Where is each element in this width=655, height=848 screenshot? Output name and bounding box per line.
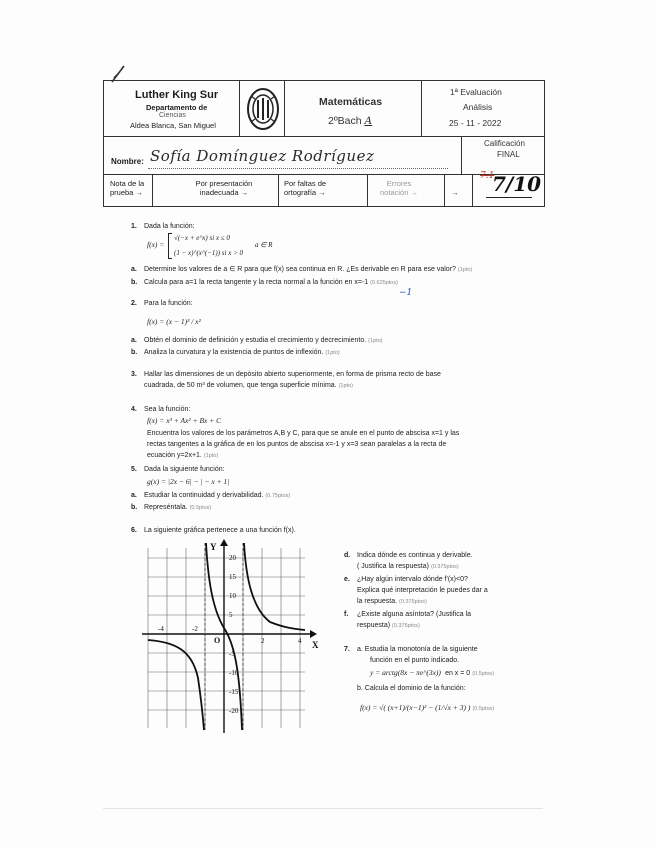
q4-title: Sea la función: (144, 406, 191, 413)
x-axis-label: X (312, 640, 319, 650)
q6e-line3: la respuesta. (0.375ptos) (357, 598, 427, 605)
q6f-label: f. (344, 611, 349, 618)
q1b-item: Calcula para a=1 la recta tangente y la recta normal a la función en x=-1 (0.625ptos) (144, 279, 398, 286)
tick-y-neg20: -20 (229, 707, 239, 715)
curve-branch-left (148, 640, 204, 730)
deduction-nota: Nota de la prueba → (110, 179, 145, 197)
q1a-label: a. (131, 266, 137, 273)
q7a-line2: función en el punto indicado. (370, 657, 460, 664)
q4-line2: rectas tangentes a la gráfica de en los puntos de abscisa x=-1 y x=3 sean paralelas a la recta de (147, 441, 447, 448)
q6d-label: d. (344, 552, 351, 559)
evaluation-label: 1ª Evaluación (450, 87, 502, 97)
q5-function: g(x) = |2x − 6| − | − x + 1| (147, 477, 230, 486)
q5-number: 5. (131, 466, 137, 473)
grade-struck: 7.1 (480, 171, 495, 181)
y-axis-label: Y (210, 542, 217, 552)
exam-date: 25 - 11 - 2022 (449, 118, 502, 128)
q2b-item: Analiza la curvatura y la existencia de puntos de inflexión. (1pto) (144, 349, 340, 356)
tick-y-neg5: -5 (229, 650, 235, 658)
tick-y-neg10: -10 (229, 669, 239, 677)
grade-final-label: FINAL (497, 150, 520, 159)
deduction-arrow: → (451, 188, 459, 197)
q2a-label: a. (131, 337, 137, 344)
q4-number: 4. (131, 406, 137, 413)
x-axis-arrow-icon (310, 630, 317, 638)
q1-piece2: (1 − x)^(x^(−1)) si x > 0 (174, 249, 244, 257)
grade-value: 7/10 (492, 172, 542, 196)
school-logo-icon (246, 86, 280, 132)
graph-grid (148, 548, 305, 728)
curve-branch-right (244, 543, 305, 630)
q7a-formula: y = arctg(8x − πe^(3x)) en x = 0 (0.5ptos) (370, 668, 494, 677)
q2b-label: b. (131, 349, 138, 356)
q4-function: f(x) = x³ + Ax² + Bx + C (147, 416, 222, 425)
function-graph (140, 538, 330, 733)
q4-line3: ecuación y=2x+1. (1pto) (147, 452, 219, 459)
q6f-line1: ¿Existe alguna asíntota? (Justifica la (357, 611, 472, 618)
q6-text: La siguiente gráfica pertenece a una función f(x). (144, 527, 296, 534)
q3-line2: cuadrada, de 50 m³ de volumen, que tenga superficie mínima. (1pto) (144, 382, 353, 389)
q6f-line2: respuesta) (0.375ptos) (357, 622, 420, 629)
q1-param: a ∈ R (255, 241, 273, 249)
q7b-line: b. Calcula el dominio de la función: (357, 685, 466, 692)
q6e-line1: ¿Hay algún intervalo dónde f'(x)<0? (357, 576, 468, 583)
evaluation-type: Análisis (463, 102, 493, 112)
q1-piece1: √(−x + e^x) si x ≤ 0 (174, 234, 230, 242)
q2a-item: Obtén el dominio de definición y estudia el crecimiento y decrecimiento. (1pto) (144, 337, 383, 344)
student-name: Sofía Domínguez Rodríguez (150, 147, 375, 165)
q7-number: 7. (344, 646, 350, 653)
tick-y-10: 10 (229, 592, 236, 600)
q3-number: 3. (131, 371, 137, 378)
q6d-line1: Indica dónde es continua y derivable. (357, 552, 473, 559)
q5-title: Dada la siguiente función: (144, 466, 225, 473)
grade-label: Calificación (484, 139, 525, 148)
q1b-handwriting: −1 (399, 288, 413, 298)
q7b-formula: f(x) = √( (x+1)/(x−1)² − (1/√x + 3) ) (0.5ptos) (360, 703, 495, 712)
tick-x-4: 4 (298, 637, 302, 645)
department-line1: Departamento de (146, 103, 208, 112)
q1a-item: Determine los valores de a ∈ R para que f(x) sea continua en R. ¿Es derivable en R para ese valor? (1pto) (144, 266, 473, 273)
q5a-label: a. (131, 492, 137, 499)
q5b-item: Represéntala. (0.5ptos) (144, 504, 212, 511)
q6e-label: e. (344, 576, 350, 583)
deduction-presentacion: Por presentación inadecuada → (195, 179, 253, 197)
q5a-item: Estudiar la continuidad y derivabilidad. (0.75ptos) (144, 492, 291, 499)
deduction-errores: Errores notación → (380, 179, 418, 197)
origin-label: O (214, 636, 221, 645)
q3-line1: Hallar las dimensiones de un depósito abierto superiormente, en forma de prisma recto de base (144, 371, 441, 378)
tick-y-15: 15 (229, 573, 236, 581)
q7a-line1: a. Estudia la monotonía de la siguiente (357, 646, 478, 653)
q1b-label: b. (131, 279, 138, 286)
tick-x-2: 2 (261, 637, 265, 645)
department-line2: Ciencias (159, 112, 186, 119)
q1-number: 1. (131, 223, 137, 230)
school-name: Luther King Sur (135, 89, 219, 101)
y-axis-arrow-icon (220, 539, 228, 546)
q6-number: 6. (131, 527, 137, 534)
q5b-label: b. (131, 504, 138, 511)
exam-header (103, 80, 545, 207)
q1-title: Dada la función: (144, 223, 195, 230)
tick-x-neg2: -2 (192, 625, 198, 633)
school-location: Aldea Blanca, San Miguel (130, 121, 216, 130)
name-label: Nombre: (111, 157, 144, 166)
q2-function: f(x) = (x − 1)³ / x² (147, 317, 201, 326)
course-label: 2ºBach A (328, 115, 373, 127)
tick-y-neg15: -15 (229, 688, 239, 696)
q6e-line2: Explica qué interpretación le puedes dar a (357, 587, 488, 594)
tick-x-neg4: -4 (158, 625, 164, 633)
q2-title: Para la función: (144, 300, 193, 307)
q4-line1: Encuentra los valores de los parámetros A,B y C, para que se anule en el punto de abscisa x=1 y las (147, 430, 460, 437)
deduction-ortografia: Por faltas de ortografía → (284, 179, 327, 197)
q2-number: 2. (131, 300, 137, 307)
tick-y-20: 20 (229, 554, 236, 562)
q1-f-label: f(x) = (147, 240, 165, 249)
subject-title: Matemáticas (319, 96, 383, 108)
tick-y-5: 5 (229, 611, 233, 619)
q6d-line2: ( Justifica la respuesta) (0.375ptos) (357, 563, 459, 570)
